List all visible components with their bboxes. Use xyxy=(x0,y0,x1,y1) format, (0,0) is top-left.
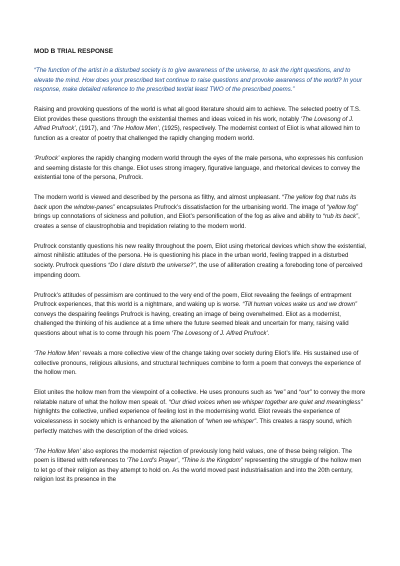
paragraph-text: Eliot unites the hollow men from the viewpoint of a collective. He uses pronouns such as xyxy=(34,389,274,397)
paragraph-text: , xyxy=(178,457,182,465)
paragraph-text: . This creates a raspy sound, which perfectly matches with the description of the dried voices. xyxy=(34,417,352,435)
paragraph-text: Prufrock’s attitudes of pessimism are continued to the very end of the poem, Eliot revealing the feelings of entrapment Prufrock experiences, that this world is a nightmare, and waking up is worse. xyxy=(34,291,352,309)
paragraph-text: encapsulates Prufrock’s dissatisfaction for the urbanising world. The image of xyxy=(114,203,327,211)
paragraph-hollow-men-collective xyxy=(34,388,367,436)
paragraph-text: to convey the more relatable nature of what the hollow men speak of. xyxy=(34,389,366,406)
quotation: ‘The Hollow Men’ xyxy=(111,125,159,133)
quotation: “Our dried voices when we whisper together are quiet and meaningless” xyxy=(168,398,363,406)
document-title: MOD B TRIAL RESPONSE xyxy=(34,48,114,55)
paragraph-text: highlights the collective, unified experience of feeling lost in the modernising world. Eliot reveals the experience of voicelessness in society which is enhanced by the alienation of xyxy=(34,408,340,425)
quotation: “we” xyxy=(273,389,286,397)
quotation: “Do I dare disturb the universe?” xyxy=(108,262,196,270)
paragraph-text: , (1925), respectively. The modernist context of Eliot is what allowed him to function as a creator of poetry that challenged the rapidly changing modern world. xyxy=(34,125,360,142)
paragraph-text: Raising and provoking questions of the world is what all good literature should aim to achieve. The selected poetry of T.S. Eliot provides these questions through the existential themes and ideas voiced in his work, notably xyxy=(34,106,361,123)
paragraph-text: brings up connotations of sickness and pollution, and Eliot’s personification of the fog as alive and ability to xyxy=(34,213,323,221)
paragraph-text: , creates a sense of claustrophobia and trepidation relating to the modern world. xyxy=(34,213,360,230)
quotation: ‘The Hollow Men’ xyxy=(34,350,81,357)
paragraph-text: representing the struggle of the hollow men to let go of their religion as they attempt to hold on. As the world moved past industrialisation and into the 20th century, religion lost its presence in the xyxy=(34,457,362,484)
paragraph-prufrock-overview xyxy=(34,154,367,183)
essay-question: “The function of the artist in a disturbed society is to give awareness of the universe, to ask the right questions, and to elevate the mind. How does your prescribed text continue to raise questions and provoke awareness of the world? In your response, make detailed reference to the prescribed text/at least TWO of the prescribed poems.” xyxy=(34,67,362,94)
quotation: ‘The Hollow Men’ xyxy=(34,447,81,455)
quotation: ‘The Lovesong of J. Alfred Prufrock’ xyxy=(171,330,268,338)
document-page xyxy=(34,0,367,495)
paragraph-text: , (1917), and xyxy=(75,125,112,133)
paragraph-text: , the use of alliteration creating a foreboding tone of perceived impending doom. xyxy=(34,262,363,279)
quotation: “our” xyxy=(298,389,312,397)
quotation: “The yellow fog that rubs its back upon the window-panes” xyxy=(34,194,357,211)
paragraph-text: reveals a more collective view of the change taking over society during Eliot’s life. His sustained use of collective pronouns, religious allusions, and structural techniques combine to form a poem that conveys the experience of the hollow men. xyxy=(34,350,361,377)
quotation: ‘The Lovesong of J. Alfred Prufrock’ xyxy=(34,115,354,133)
paragraph-text: Prufrock constantly questions his new reality throughout the poem, Eliot using rhetorical devices which show the existential, almost nihilistic attitudes of the persona. He is questioning his place in the urban world, feeling trapped in a disturbed society. Prufrock questions xyxy=(34,242,367,270)
quotation: “rub its back” xyxy=(322,213,359,221)
quotation: ‘The Lord’s Prayer’ xyxy=(126,457,179,465)
paragraph-hollow-men-religion xyxy=(34,447,367,485)
quotation: “Thine is the Kingdom” xyxy=(181,457,243,465)
paragraph-text: conveys the despairing feelings Prufrock is having, creating an image of being overwhelmed. Eliot as a modernist, challenged the thinking of his audience at a time where the future seemed bleak and uncertain for many, raising valid questions about what is to come through his poem xyxy=(34,310,349,338)
paragraph-text: . xyxy=(267,330,270,338)
quotation: “when we whisper” xyxy=(205,417,257,425)
paragraph-prufrock-pessimism xyxy=(34,291,367,339)
paragraph-hollow-men-overview xyxy=(34,349,367,378)
paragraph-text: The modern world is viewed and described by the persona as filthy, and almost unpleasant. xyxy=(34,194,282,202)
quotation: ‘Prufrock’ xyxy=(34,154,60,162)
paragraph-prufrock-imagery xyxy=(34,193,367,231)
paragraph-text: also explores the modernist rejection of previously long held values, one of these being religion. The poem is littered with references to xyxy=(34,447,352,465)
quotation: “yellow fog” xyxy=(326,203,358,211)
quotation: “Till human voices wake us and we drown” xyxy=(242,301,358,309)
paragraph-text: and xyxy=(285,389,299,397)
paragraph-prufrock-questions xyxy=(34,242,367,280)
paragraph-text: explores the rapidly changing modern world through the eyes of the male persona, who expresses his confusion and seeming distaste for this change. Eliot uses strong imagery, figurative language, and rhetorical devices to convey the existential tone of the persona, Prufrock. xyxy=(34,154,363,182)
paragraph-intro xyxy=(34,105,367,143)
